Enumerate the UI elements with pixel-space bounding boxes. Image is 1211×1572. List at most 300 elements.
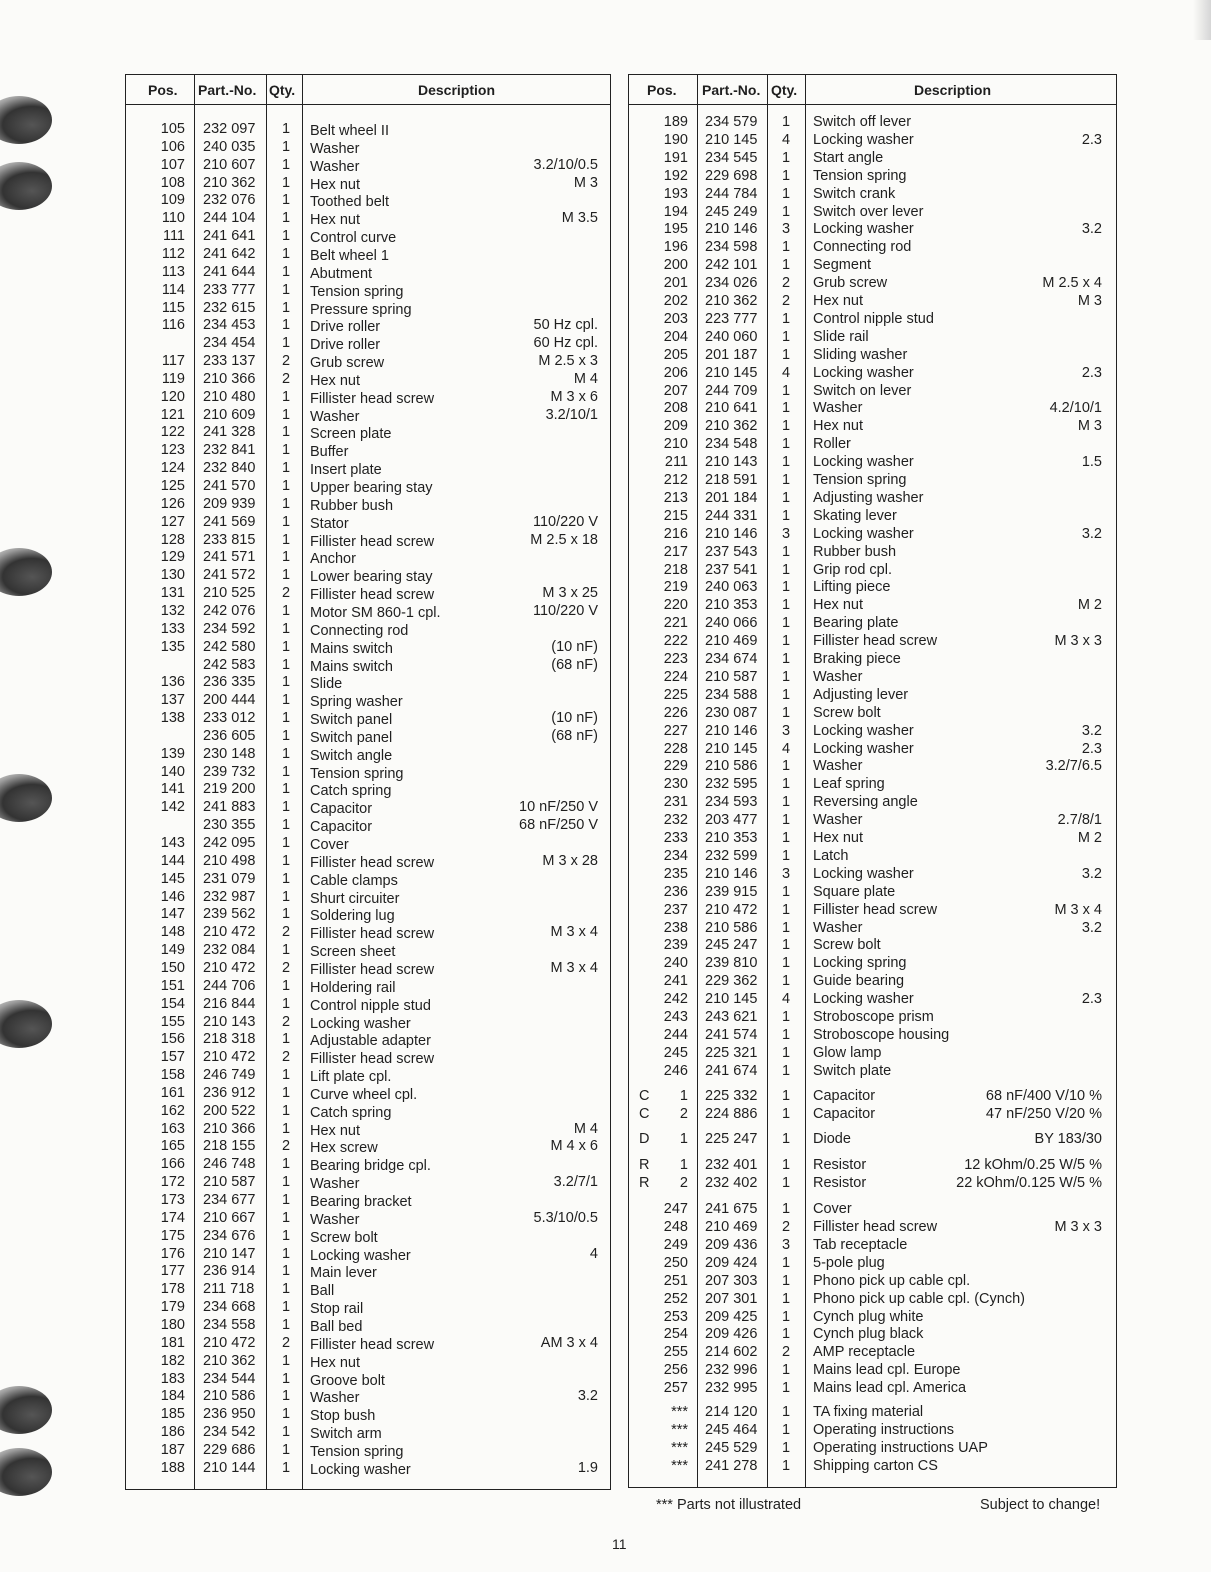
part-no-cell: 234 544 [203, 1370, 256, 1387]
description-cell: Switch on lever [813, 382, 912, 399]
description-cell: Upper bearing stay [310, 480, 433, 496]
description-cell: Locking washer [813, 740, 914, 757]
table-row [629, 972, 1116, 990]
table-row [126, 656, 610, 674]
description-cell: Stop rail [310, 1301, 364, 1318]
qty-cell: 1 [281, 852, 291, 869]
spec-cell: (68 nF) [551, 727, 598, 744]
description-cell: Ball bed [310, 1318, 363, 1335]
table-row [126, 513, 610, 531]
description-cell: Start angle [813, 149, 884, 166]
table-row [629, 578, 1116, 596]
spec-cell: M 3 [573, 174, 598, 191]
table-header [629, 75, 1116, 105]
part-no-cell: 210 609 [203, 406, 256, 423]
table-row [629, 829, 1116, 847]
part-no-cell: 232 401 [705, 1157, 758, 1174]
table-row [629, 1130, 1116, 1148]
table-row [629, 328, 1116, 346]
description-cell: Grip rod cpl. [813, 561, 892, 578]
description-cell: Tension spring [310, 283, 404, 300]
table-row [629, 865, 1116, 883]
table-row [126, 263, 610, 281]
part-no-cell: 240 060 [705, 328, 758, 345]
pos-cell: 124 [160, 460, 185, 477]
part-no-cell: 240 035 [203, 138, 256, 155]
pos-cell: 2 [679, 1175, 688, 1192]
part-no-cell: 240 066 [705, 615, 758, 632]
table-row [126, 1423, 610, 1441]
pos-cell: 225 [663, 686, 688, 703]
part-no-cell: 210 641 [705, 400, 758, 417]
table-row [126, 709, 610, 727]
description-cell: Toothed belt [310, 194, 390, 211]
description-cell: Phono pick up cable cpl. (Cynch) [813, 1290, 1025, 1307]
part-no-cell: 210 145 [705, 991, 758, 1008]
pos-cell: 195 [663, 221, 688, 238]
description-cell: Braking piece [813, 651, 901, 667]
qty-cell: 2 [781, 275, 791, 292]
qty-cell: 4 [781, 991, 791, 1008]
pos-cell: 202 [663, 293, 688, 309]
binder-hole [0, 1448, 52, 1496]
page-edge [1193, 0, 1211, 40]
description-cell: Resistor [813, 1157, 867, 1174]
qty-cell: 1 [781, 114, 791, 130]
table-row [629, 203, 1116, 221]
pos-cell: *** [671, 1457, 688, 1474]
pos-cell: 132 [160, 602, 185, 619]
description-cell: 5-pole plug [813, 1254, 885, 1271]
table-row [126, 120, 610, 138]
spec-cell: M 3 x 4 [1054, 901, 1102, 918]
table-row [629, 1379, 1116, 1397]
pos-cell: 182 [160, 1352, 185, 1369]
part-no-cell: 210 362 [705, 418, 758, 435]
pos-cell: 234 [663, 847, 688, 864]
description-cell: Reversing angle [813, 794, 918, 811]
spec-cell: M 3 x 4 [550, 924, 598, 941]
spec-cell: 2.3 [1081, 131, 1102, 148]
qty-cell: 2 [281, 1049, 291, 1066]
pos-cell: 196 [663, 239, 688, 256]
part-no-cell: 219 200 [203, 781, 256, 798]
header-pos: Pos. [647, 82, 677, 98]
description-cell: Latch [813, 847, 849, 864]
qty-cell: 1 [781, 543, 791, 560]
table-row [126, 1441, 610, 1459]
table-row [126, 1048, 610, 1066]
pos-cell: 212 [663, 472, 688, 488]
table-row [629, 757, 1116, 775]
description-cell: Capacitor [310, 819, 373, 836]
spec-cell: M 2.5 x 3 [538, 353, 598, 370]
qty-cell: 1 [781, 185, 791, 202]
qty-cell: 1 [781, 1009, 791, 1025]
qty-cell: 1 [281, 620, 291, 637]
pos-cell: 223 [663, 651, 688, 667]
table-row [126, 245, 610, 263]
description-cell: Locking washer [813, 525, 914, 542]
table-row [126, 477, 610, 495]
qty-cell: 1 [281, 531, 291, 548]
description-cell: Washer [813, 668, 863, 685]
description-cell: Soldering lug [310, 908, 395, 925]
qty-cell: 1 [781, 847, 791, 864]
pos-cell: 209 [663, 418, 688, 435]
part-no-cell: 210 469 [705, 633, 758, 650]
description-cell: Resistor [813, 1175, 867, 1192]
qty-cell: 1 [781, 149, 791, 166]
part-no-cell: 245 249 [705, 203, 758, 220]
table-row [629, 1218, 1116, 1236]
qty-cell: 3 [781, 221, 791, 238]
part-no-cell: 233 012 [203, 710, 256, 727]
table-row [126, 620, 610, 638]
table-row [629, 1290, 1116, 1308]
pos-cell: 235 [663, 865, 688, 882]
qty-cell: 1 [781, 400, 791, 417]
description-cell: Phono pick up cable cpl. [813, 1272, 971, 1289]
pos-cell: 207 [663, 382, 688, 399]
pos-cell: 115 [161, 299, 185, 316]
description-cell: Holdering rail [310, 979, 396, 996]
pos-cell: 110 [161, 210, 185, 227]
description-cell: Diode [813, 1131, 851, 1148]
pos-cell: 135 [160, 638, 185, 655]
pos-cell: 180 [160, 1316, 185, 1333]
table-row [629, 793, 1116, 811]
change-notice: Subject to change! [980, 1497, 1101, 1513]
qty-cell: 1 [781, 794, 791, 811]
pos-cell: 151 [160, 977, 185, 994]
part-no-cell: 210 472 [203, 1049, 256, 1066]
table-row [126, 1459, 610, 1477]
pos-cell: 220 [663, 597, 688, 614]
spec-cell: M 3 [1077, 293, 1102, 309]
qty-cell: 1 [781, 668, 791, 685]
pos-cell: 244 [663, 1026, 688, 1043]
description-cell: Washer [813, 400, 863, 417]
description-cell: Hex nut [310, 212, 360, 229]
part-no-cell: 232 995 [705, 1380, 758, 1397]
table-row [629, 453, 1116, 471]
pos-cell: 251 [663, 1272, 688, 1289]
description-cell: Screw bolt [310, 1229, 378, 1246]
qty-cell: 2 [281, 1334, 291, 1351]
pos-cell: 239 [663, 937, 688, 954]
description-cell: Fillister head screw [310, 961, 435, 978]
binder-hole [0, 162, 52, 210]
qty-cell: 1 [281, 549, 291, 566]
table-row [126, 548, 610, 566]
description-cell: Hex nut [310, 372, 360, 389]
spec-cell: M 4 [573, 1120, 598, 1137]
part-no-cell: 233 815 [203, 531, 256, 548]
spec-cell: 2.3 [1081, 364, 1102, 381]
table-row [629, 1087, 1116, 1105]
qty-cell: 1 [281, 1263, 291, 1280]
pos-cell: 205 [663, 346, 688, 363]
description-cell: Cable clamps [310, 872, 398, 889]
qty-cell: 3 [781, 722, 791, 739]
description-cell: Grub screw [813, 275, 888, 292]
table-row [629, 417, 1116, 435]
qty-cell: 1 [781, 382, 791, 399]
qty-cell: 1 [781, 937, 791, 954]
table-row [629, 1044, 1116, 1062]
description-cell: Anchor [310, 551, 356, 568]
part-no-cell: 245 247 [705, 937, 758, 954]
qty-cell: 1 [781, 561, 791, 578]
qty-cell: 1 [781, 239, 791, 256]
description-cell: Capacitor [813, 1087, 876, 1104]
table-row [126, 691, 610, 709]
qty-cell: 1 [781, 346, 791, 363]
qty-cell: 1 [281, 406, 291, 423]
pos-cell: 122 [160, 424, 185, 441]
qty-cell: 1 [281, 835, 291, 851]
part-no-cell: 244 709 [705, 382, 758, 399]
pos-cell: 136 [160, 674, 185, 691]
pos-cell: 253 [663, 1308, 688, 1325]
description-cell: Locking washer [310, 1247, 411, 1264]
description-cell: Switch over lever [813, 203, 924, 220]
description-cell: Shipping carton CS [813, 1457, 938, 1474]
part-no-cell: 231 079 [203, 870, 256, 887]
part-no-cell: 244 706 [203, 977, 256, 994]
part-no-cell: 229 698 [705, 167, 758, 184]
description-cell: Hex nut [813, 293, 863, 309]
qty-cell: 1 [281, 977, 291, 994]
description-cell: Hex nut [813, 830, 863, 846]
qty-cell: 1 [781, 633, 791, 650]
spec-cell: M 3 [1077, 418, 1102, 435]
part-no-cell: 244 784 [705, 185, 758, 202]
spec-cell: 3.2/7/1 [553, 1174, 598, 1191]
table-row [629, 1008, 1116, 1026]
qty-cell: 1 [781, 257, 791, 274]
table-row [629, 1236, 1116, 1254]
pos-cell: 162 [160, 1102, 185, 1119]
qty-cell: 1 [281, 317, 291, 334]
description-cell: Stroboscope prism [813, 1009, 934, 1025]
spec-cell: 110/220 V [532, 602, 598, 619]
table-row [629, 1062, 1116, 1080]
description-cell: Switch angle [310, 747, 393, 764]
part-no-cell: 234 558 [203, 1316, 256, 1333]
qty-cell: 1 [781, 615, 791, 632]
description-cell: Control curve [310, 230, 397, 247]
binder-hole [0, 548, 52, 596]
table-row [629, 274, 1116, 292]
qty-cell: 1 [781, 955, 791, 972]
pos-cell: 254 [663, 1326, 688, 1343]
part-no-cell: 200 444 [203, 692, 256, 709]
pos-cell: 109 [160, 192, 185, 209]
description-cell: Tension spring [813, 472, 907, 488]
part-no-cell: 210 353 [705, 830, 758, 846]
table-row [126, 673, 610, 691]
qty-cell: 1 [281, 906, 291, 923]
description-cell: Glow lamp [813, 1044, 882, 1061]
part-no-cell: 245 529 [705, 1439, 758, 1456]
table-header [126, 75, 610, 105]
pos-cell: *** [671, 1421, 688, 1438]
part-no-cell: 214 602 [705, 1344, 758, 1361]
table-row [629, 292, 1116, 310]
binder-hole [0, 1000, 52, 1048]
part-no-cell: 241 570 [203, 478, 256, 494]
spec-cell: 1.9 [577, 1459, 598, 1476]
pos-cell: 200 [663, 257, 688, 274]
description-cell: Fillister head screw [310, 926, 435, 943]
table-row [126, 1316, 610, 1334]
description-cell: Locking washer [813, 722, 914, 739]
spec-cell: 3.2/7/6.5 [1045, 758, 1102, 775]
binder-hole [0, 1386, 52, 1434]
part-no-cell: 234 677 [203, 1192, 256, 1208]
pos-cell: 142 [160, 799, 185, 816]
part-no-cell: 241 675 [705, 1201, 758, 1218]
description-cell: Hex nut [310, 1122, 360, 1139]
qty-cell: 1 [781, 418, 791, 435]
qty-cell: 4 [781, 740, 791, 757]
pos-cell: 176 [160, 1245, 185, 1262]
part-no-cell: 230 148 [203, 745, 256, 762]
table-row [629, 561, 1116, 579]
part-no-cell: 242 580 [203, 638, 256, 655]
parts-table-left [125, 74, 611, 1490]
table-row [629, 614, 1116, 632]
qty-cell: 1 [281, 1067, 291, 1084]
table-row [126, 923, 610, 941]
description-cell: Switch arm [310, 1426, 382, 1443]
table-row [126, 780, 610, 798]
qty-cell: 1 [781, 1026, 791, 1043]
description-cell: Tension spring [813, 167, 907, 184]
header-qty: Qty. [269, 82, 296, 98]
pos-cell: 183 [160, 1370, 185, 1387]
qty-cell: 1 [281, 1031, 291, 1048]
pos-cell: 128 [160, 531, 185, 548]
qty-cell: 1 [281, 1120, 291, 1137]
description-cell: Slide [310, 676, 343, 693]
description-cell: Locking washer [813, 454, 914, 471]
pos-cell: 105 [160, 121, 185, 137]
table-row [629, 596, 1116, 614]
qty-cell: 1 [281, 138, 291, 155]
spec-cell: BY 183/30 [1034, 1131, 1102, 1148]
part-no-cell: 211 718 [203, 1281, 255, 1298]
qty-cell: 1 [781, 454, 791, 471]
pos-cell: 240 [663, 955, 688, 972]
qty-cell: 1 [281, 228, 291, 245]
table-row [126, 941, 610, 959]
table-row [629, 131, 1116, 149]
spec-cell: 47 nF/250 V/20 % [985, 1105, 1102, 1122]
qty-cell: 1 [281, 1441, 291, 1458]
part-no-cell: 209 436 [705, 1236, 758, 1253]
part-no-cell: 232 084 [203, 942, 256, 959]
table-row [629, 364, 1116, 382]
part-no-cell: 234 674 [705, 651, 758, 667]
spec-cell: M 3 x 6 [550, 388, 598, 405]
pos-cell: 125 [160, 478, 185, 494]
pos-cell: *** [671, 1439, 688, 1456]
part-no-cell: 242 583 [203, 656, 256, 673]
pos-cell: 190 [663, 131, 688, 148]
description-cell: Locking washer [310, 1461, 411, 1478]
part-no-cell: 234 598 [705, 239, 758, 256]
description-cell: Catch spring [310, 1104, 392, 1121]
table-row [629, 1343, 1116, 1361]
pos-cell: 213 [663, 489, 688, 506]
qty-cell: 1 [281, 1192, 291, 1208]
part-no-cell: 244 331 [705, 507, 758, 524]
description-cell: Rubber bush [310, 497, 394, 514]
pos-cell: 222 [663, 633, 688, 650]
table-row [126, 191, 610, 209]
pos-cell: *** [671, 1404, 688, 1420]
part-no-cell: 232 097 [203, 121, 256, 137]
table-row [126, 905, 610, 923]
description-cell: Fillister head screw [310, 533, 435, 550]
header-pos: Pos. [148, 82, 178, 98]
table-row [629, 256, 1116, 274]
qty-cell: 1 [781, 579, 791, 596]
description-cell: Drive roller [310, 337, 381, 354]
pos-cell: 143 [160, 835, 185, 851]
part-no-cell: 210 586 [705, 758, 758, 775]
part-no-cell: 241 644 [203, 263, 256, 280]
table-row [629, 811, 1116, 829]
description-cell: Connecting rod [310, 622, 409, 639]
table-row [629, 1457, 1116, 1475]
table-row [126, 566, 610, 584]
part-no-cell: 241 574 [705, 1026, 758, 1043]
part-no-cell: 224 886 [705, 1105, 758, 1122]
table-row [629, 471, 1116, 489]
pos-cell: 245 [663, 1044, 688, 1061]
part-no-cell: 210 472 [203, 959, 256, 976]
description-cell: Control nipple stud [310, 997, 431, 1014]
table-row [629, 149, 1116, 167]
spec-cell: M 2.5 x 4 [1042, 275, 1102, 292]
description-cell: Fillister head screw [310, 390, 435, 407]
pos-cell: 211 [664, 454, 688, 471]
pos-cell: 144 [160, 852, 185, 869]
qty-cell: 1 [781, 1044, 791, 1061]
qty-cell: 1 [781, 1362, 791, 1379]
description-cell: Cover [813, 1201, 852, 1218]
qty-cell: 1 [781, 1157, 791, 1174]
table-row [126, 1387, 610, 1405]
table-row [629, 113, 1116, 131]
table-row [126, 1370, 610, 1388]
table-row [126, 834, 610, 852]
part-no-cell: 234 592 [203, 620, 256, 637]
qty-cell: 3 [781, 525, 791, 542]
qty-cell: 1 [281, 602, 291, 619]
part-no-cell: 210 362 [203, 174, 256, 191]
part-no-cell: 234 676 [203, 1227, 256, 1244]
spec-cell: (10 nF) [551, 710, 598, 727]
part-no-cell: 242 076 [203, 602, 256, 619]
table-row [629, 632, 1116, 650]
description-cell: Hex nut [310, 1354, 360, 1371]
part-no-cell: 210 472 [705, 901, 758, 918]
